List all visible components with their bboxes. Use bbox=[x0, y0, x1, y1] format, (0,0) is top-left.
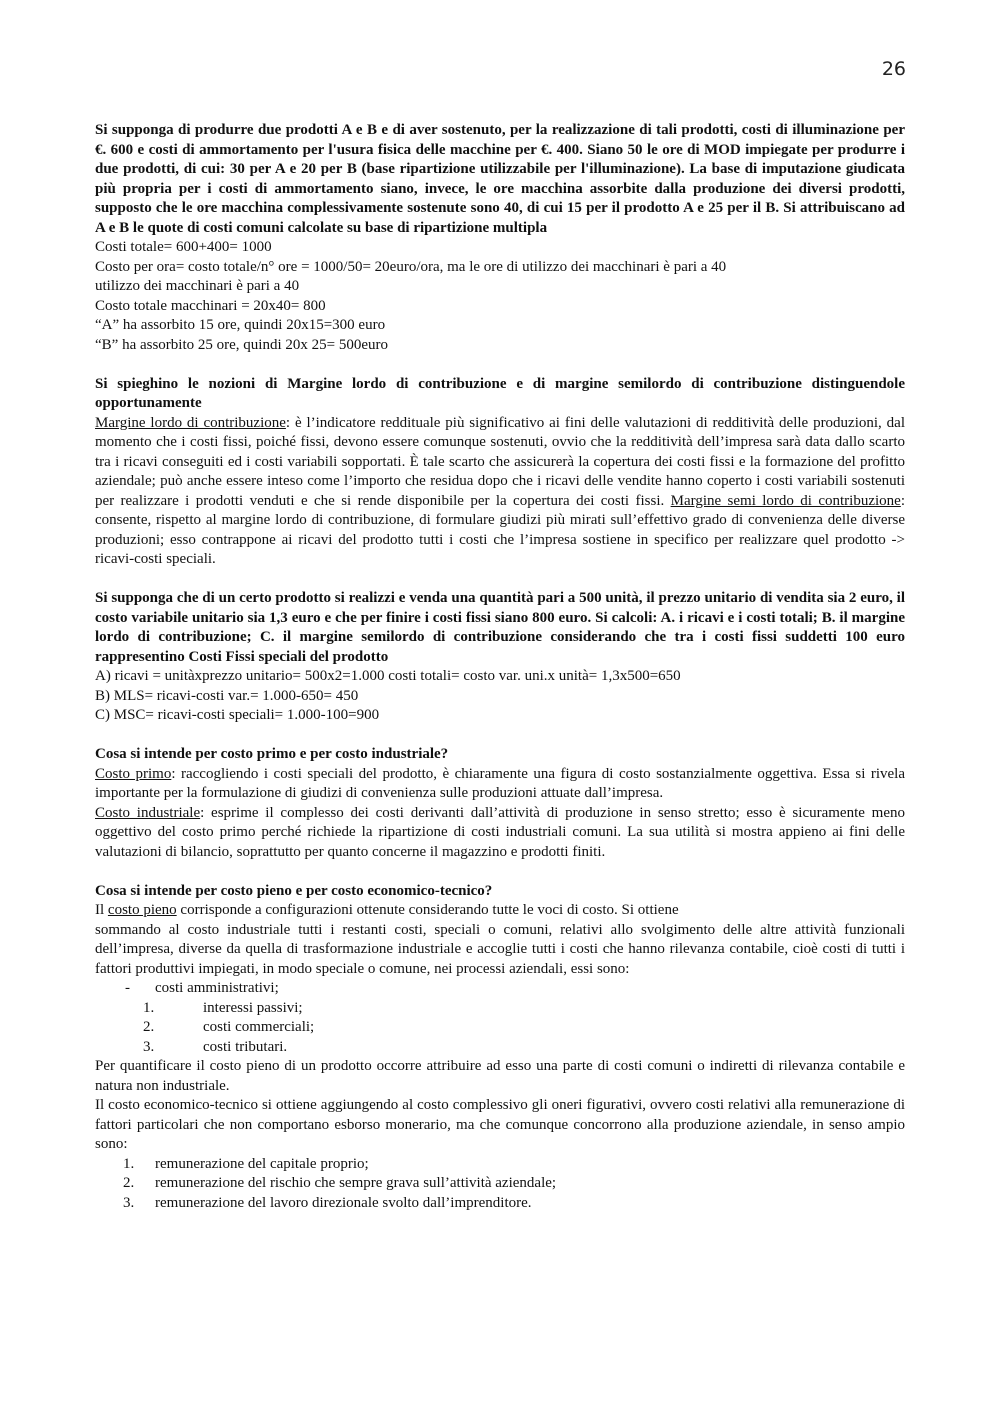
sub-list-item bbox=[95, 999, 905, 1019]
term-costo-primo: Costo primo bbox=[95, 765, 172, 782]
page-number: 26 bbox=[881, 58, 906, 80]
spacer bbox=[95, 726, 905, 746]
numbered-list-item bbox=[95, 1174, 905, 1194]
dash-list bbox=[95, 979, 905, 999]
sub-list-text: interessi passivi; bbox=[203, 999, 303, 1016]
sub-list-num: 1. bbox=[143, 999, 155, 1016]
spacer bbox=[95, 570, 905, 590]
q4-answer-2 bbox=[95, 804, 905, 863]
q2-text-1: : è l’indicatore reddituale più significativo ai fini delle valutazioni di redditività delle produzioni, dal momento che i costi fissi, poiché fissi, devono essere comunque sostenuti, ovvio che la redditività dell’impresa sarà data dallo scarto tra i ricavi conseguiti ed i costi variabili sopportati. È tale scarto che assicurerà la copertura dei costi fissi e la formazione del profitto aziendale; può anche essere inteso come l’importo che residua dopo che i ricavi delle vendite hanno coperto i costi variabili sostenuti per realizzare i prodotti venduti e che si rende disponibile per la copertura dei costi fissi. bbox=[95, 414, 905, 509]
term-margine-lordo: Margine lordo di contribuzione bbox=[95, 414, 286, 431]
q5-intro-pre: Il bbox=[95, 902, 108, 918]
spacer bbox=[95, 862, 905, 882]
term-costo-pieno: costo pieno bbox=[107, 902, 177, 918]
term-costo-industriale: Costo industriale bbox=[95, 804, 201, 821]
q1-line-5: “A” ha assorbito 15 ore, quindi 20x15=300 euro bbox=[95, 317, 386, 333]
q5-para-1: sommando al costo industriale tutti i restanti costi, speciali o comuni, relativi allo svolgimento delle altre attività funzionali dell’impresa, diverse da quella di trasformazione industriale e accoglie tutti i costi che hanno rilevanza contabile, cioè costi di tutti i fattori produttivi impiegati, in modo speciale o comune, nei processi aziendali, essi sono: bbox=[95, 921, 905, 977]
numbered-list-item bbox=[95, 1155, 905, 1175]
sub-list-item bbox=[95, 1038, 905, 1058]
q4-text-2: : esprime il complesso dei costi derivanti dall’attività di produzione in senso stretto; esso è sicuramente meno oggettivo del costo primo perché richiede la ripartizione di costi industriali comuni. La sua utilità si mostra appieno ai fini delle valutazioni di bilancio, soprattutto per quanto concerne il magazzino e prodotti finiti. bbox=[95, 804, 905, 860]
q4-text-1: : raccogliendo i costi speciali del prodotto, è chiaramente una figura di costo sostanzialmente oggettiva. Essa si rivela importante per la formulazione di giudizi di convenienza sulle produzioni attuate dall’impresa. bbox=[95, 765, 906, 801]
q5-intro-post: corrisponde a configurazioni ottenute considerando tutte le voci di costo. Si ottiene bbox=[176, 902, 679, 918]
sub-list-num: 3. bbox=[143, 1038, 155, 1055]
numbered-list-num: 1. bbox=[123, 1155, 135, 1172]
numbered-list-text: remunerazione del lavoro direzionale svolto dall’imprenditore. bbox=[155, 1194, 532, 1211]
page-content bbox=[95, 121, 905, 1213]
question-1: Si supponga di produrre due prodotti A e B e di aver sostenuto, per la realizzazione di tali prodotti, costi di illuminazione per €. 600 e costi di ammortamento per l'usura fisica delle macchine per €. 400. Siano 50 le ore di MOD impiegate per produrre i due prodotti, di cui: 30 per A e 20 per B (base ripartizione utilizzabile per l'illuminazione). La base di imputazione giudicata più propria per i costi di ammortamento siano, invece, le ore macchina assorbite dalla produzione dei diversi prodotti, supposto che le ore macchina complessivamente sostenute sono 40, di cui 15 per il prodotto A e 25 per il B. Si attribuiscano ad A e B le quote di costi comuni calcolate su base di ripartizione multipla bbox=[95, 122, 905, 236]
q1-line-1: Costi totale= 600+400= 1000 bbox=[95, 239, 272, 255]
question-3: Si supponga che di un certo prodotto si realizzi e venda una quantità pari a 500 unità, il prezzo unitario di vendita sia 2 euro, il costo variabile unitario sia 1,3 euro e che per finire i costi fissi siano 800 euro. Si calcoli: A. i ricavi e i costi totali; B. il margine lordo di contribuzione; C. il margine semilordo di contribuzione considerando che tra i costi fissi suddetti 100 euro rappresentino Costi Fissi speciali del prodotto bbox=[95, 590, 905, 665]
q1-line-2: Costo per ora= costo totale/n° ore = 1000/50= 20euro/ora, ma le ore di utilizzo dei macchinari è pari a 40 bbox=[95, 258, 727, 275]
dash-list-item: - costi amministrativi; bbox=[95, 979, 905, 999]
q3-line-b: B) MLS= ricavi-costi var.= 1.000-650= 450 bbox=[95, 687, 359, 704]
q5-intro bbox=[95, 901, 905, 921]
numbered-list-text: remunerazione del capitale proprio; bbox=[155, 1155, 369, 1172]
numbered-list-num: 2. bbox=[123, 1175, 135, 1191]
term-margine-semilordo: Margine semi lordo di contribuzione bbox=[670, 492, 901, 509]
sub-list-text: costi commerciali; bbox=[203, 1019, 315, 1035]
sub-list-num: 2. bbox=[143, 1019, 155, 1035]
q5-para-2: Per quantificare il costo pieno di un prodotto occorre attribuire ad esso una parte di costi comuni o indiretti di rilevanza contabile e natura non industriale. bbox=[95, 1058, 905, 1094]
q1-line-6: “B” ha assorbito 25 ore, quindi 20x 25= 500euro bbox=[95, 336, 388, 353]
question-4: Cosa si intende per costo primo e per costo industriale? bbox=[95, 746, 449, 762]
numbered-list bbox=[95, 1155, 905, 1214]
q1-line-3: utilizzo dei macchinari è pari a 40 bbox=[95, 278, 300, 294]
q5-para-3: Il costo economico-tecnico si ottiene aggiungendo al costo complessivo gli oneri figurativi, ovvero costi relativi alla remunerazione di fattori particolari che non comportano esborso monerario, ma che comunque concorrono alla produzione aziendale, in senso ampio sono: bbox=[95, 1097, 905, 1152]
question-2: Si spieghino le nozioni di Margine lordo di contribuzione e di margine semilordo di contribuzione distinguendole opportunamente bbox=[95, 375, 905, 411]
sub-list-text: costi tributari. bbox=[203, 1038, 288, 1055]
q4-answer-1 bbox=[95, 765, 905, 804]
question-5: Cosa si intende per costo pieno e per costo economico-tecnico? bbox=[95, 882, 493, 899]
numbered-list-item bbox=[95, 1194, 905, 1214]
numbered-list-text: remunerazione del rischio che sempre grava sull’attività aziendale; bbox=[155, 1175, 557, 1191]
q3-line-a: A) ricavi = unitàxprezzo unitario= 500x2=1.000 costi totali= costo var. uni.x unità= 1,3x500=650 bbox=[95, 668, 681, 684]
numbered-list-num: 3. bbox=[123, 1194, 135, 1211]
sub-list-item bbox=[95, 1018, 905, 1038]
q3-line-c: C) MSC= ricavi-costi speciali= 1.000-100=900 bbox=[95, 707, 380, 723]
sub-list bbox=[95, 999, 905, 1058]
q1-line-4: Costo totale macchinari = 20x40= 800 bbox=[95, 297, 326, 314]
q2-answer bbox=[95, 414, 905, 570]
spacer bbox=[95, 355, 905, 375]
q2-text-2: : consente, rispetto al margine lordo di contribuzione, di formulare giudizi più mirati sull’effettivo grado di convenienza delle diverse produzioni; esso contrappone ai ricavi del prodotto tutti i costi che l’impresa sostiene in specifico per realizzare quel prodotto -> ricavi-costi speciali. bbox=[95, 492, 905, 567]
